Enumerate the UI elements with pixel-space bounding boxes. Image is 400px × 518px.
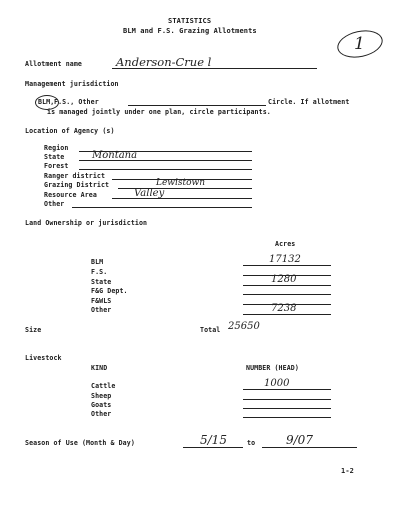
land-other-label: Other: [91, 306, 112, 314]
land-state-label: State: [91, 278, 112, 286]
management-instruction-line2: is managed jointly under one plan, circle participants.: [47, 108, 271, 116]
management-blm-label: BLM,: [38, 98, 55, 106]
land-fg-label: F&G Dept.: [91, 287, 128, 295]
land-blm-value: 17132: [269, 254, 301, 265]
grazing-district-label: Grazing District: [44, 181, 110, 189]
land-other-value: 7238: [271, 303, 297, 314]
livestock-sheep-line: [243, 399, 331, 400]
season-to-line: [262, 447, 357, 448]
livestock-cattle-value: 1000: [264, 378, 290, 389]
allotment-name-value: Anderson-Crue l: [116, 55, 212, 69]
land-state-value: 1280: [271, 274, 297, 285]
location-other-label: Other: [44, 200, 65, 208]
page-reference: 1-2: [341, 467, 354, 475]
acres-header: Acres: [275, 240, 296, 248]
livestock-goats-label: Goats: [91, 401, 112, 409]
total-value: 25650: [228, 321, 260, 332]
forest-label: Forest: [44, 162, 69, 170]
location-heading: Location of Agency (s): [25, 127, 115, 135]
state-value: Montana: [92, 150, 138, 161]
season-from-value: 5/15: [200, 433, 227, 447]
season-from-line: [183, 447, 243, 448]
land-state-line: [243, 285, 331, 286]
livestock-heading: Livestock: [25, 354, 62, 362]
land-fg-line: [243, 294, 331, 295]
land-blm-label: BLM: [91, 258, 104, 266]
season-to-label: to: [247, 439, 256, 447]
land-blm-line: [243, 265, 331, 266]
land-fs-label: F.S.: [91, 268, 108, 276]
grazing-district-value: Lewistown: [156, 178, 206, 188]
circled-page-number-text: 1: [354, 34, 365, 54]
total-label: Total: [200, 326, 221, 334]
livestock-goats-line: [243, 408, 331, 409]
management-other-line: [128, 105, 266, 106]
livestock-other-line: [243, 417, 331, 418]
region-label: Region: [44, 144, 69, 152]
land-fwls-label: F&WLS: [91, 297, 112, 305]
location-other-line: [72, 207, 252, 208]
form-subtitle: BLM and F.S. Grazing Allotments: [123, 27, 257, 35]
management-heading: Management jurisdiction: [25, 80, 119, 88]
season-to-value: 9/07: [286, 433, 313, 447]
management-options: F.S., Other: [54, 98, 99, 106]
forest-line: [79, 169, 252, 170]
livestock-cattle-line: [243, 389, 331, 390]
livestock-number-header: NUMBER (HEAD): [246, 364, 299, 372]
ranger-district-label: Ranger district: [44, 172, 106, 180]
state-label: State: [44, 153, 65, 161]
land-other-line: [243, 314, 331, 315]
land-ownership-heading: Land Ownership or jurisdiction: [25, 219, 148, 227]
resource-area-line: [112, 198, 252, 199]
size-label: Size: [25, 326, 42, 334]
management-instruction: Circle. If allotment: [268, 98, 350, 106]
allotment-name-label: Allotment name: [25, 60, 82, 68]
livestock-cattle-label: Cattle: [91, 382, 116, 390]
resource-area-label: Resource Area: [44, 191, 97, 199]
livestock-sheep-label: Sheep: [91, 392, 112, 400]
livestock-other-label: Other: [91, 410, 112, 418]
livestock-kind-header: KIND: [91, 364, 108, 372]
form-title: STATISTICS: [168, 17, 212, 25]
season-of-use-label: Season of Use (Month & Day): [25, 439, 135, 447]
resource-area-value: Valley: [134, 188, 165, 199]
